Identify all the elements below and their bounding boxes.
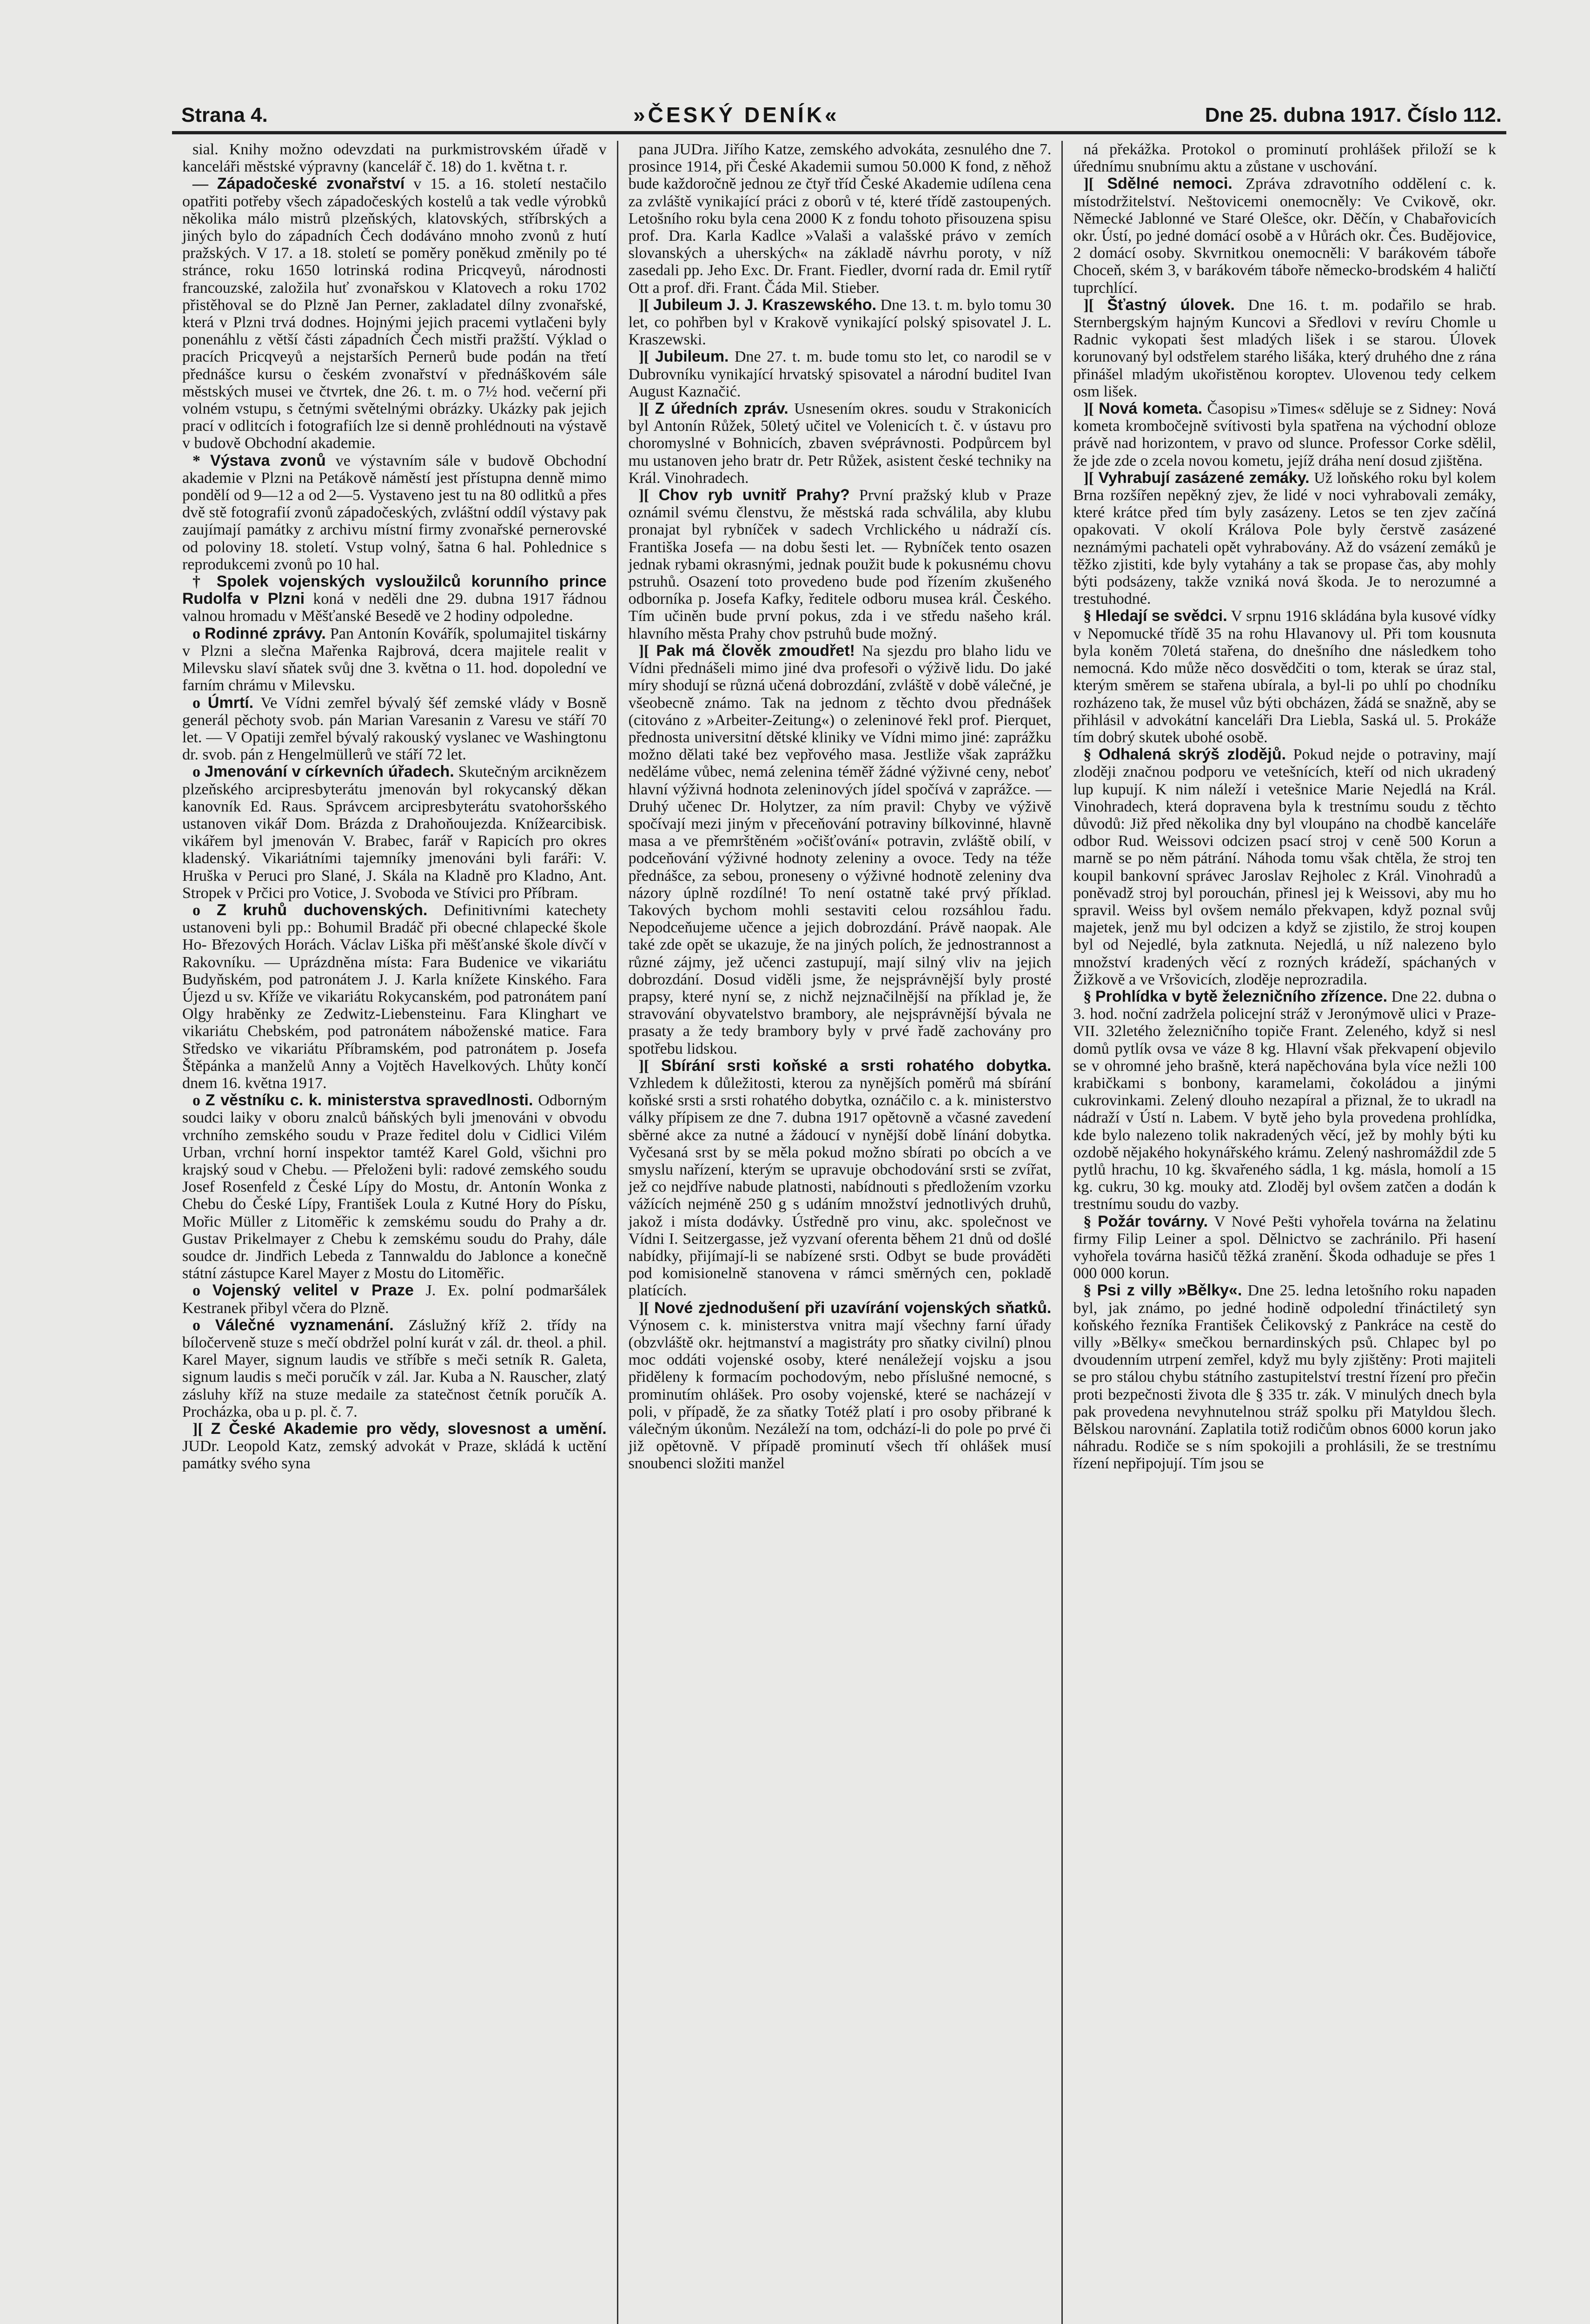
- page-number: Strana 4.: [181, 104, 268, 126]
- column-1: [172, 141, 617, 2324]
- paragraph-marker: ][: [638, 400, 655, 418]
- article-paragraph: [629, 487, 1052, 642]
- paragraph-marker: o: [192, 1316, 215, 1334]
- article-paragraph: [182, 763, 607, 902]
- article-heading: Sdělné nemoci.: [1107, 175, 1232, 193]
- article-heading: Odhalená skrýš zlodějů.: [1098, 746, 1286, 764]
- article-paragraph: [182, 141, 607, 175]
- article-text: Záslužný kříž 2. třídy na bíločerveně stuze s mečí obdržel polní kurát v zál. dr. theol. a phil. Karel Mayer, signum laudis ve stříbře s meči setník R. Galeta, signum laudis s meči poručík v zál. Jar. Kuba a N. Rauscher, zlatý zásluhy kříž na stuze medaile za statečnost četník poručík A. Procházka, oba u p. pl. č. 7.: [182, 1316, 607, 1420]
- paragraph-marker: o: [192, 1282, 212, 1300]
- article-text: Už loňského roku byl kolem Brna rozšířen nepěkný zjev, že lidé v noci vyhrabovali zemáky, které krátce před tím byly zasázeny. Letos se ten zjev začíná opakovati. V okolí Králova Pole byly čerstvě zasázené neznámými pachateli opět vyhrabovány. Až do vsázení zemáků je těžko zjistiti, kde byly vytahány a tak se propase čas, aby mohly býti podsázeny, takže vzniká nová škoda. Je to nerozumné a trestuhodné.: [1073, 469, 1497, 608]
- article-heading: Rodinné zprávy.: [205, 624, 326, 642]
- article-heading: Z věstníku c. k. ministerstva spravedlnosti.: [205, 1091, 533, 1109]
- article-paragraph: [629, 348, 1052, 400]
- masthead-title: »ČESKÝ DENÍK«: [633, 103, 840, 127]
- paragraph-marker: §: [1083, 1282, 1097, 1300]
- article-text: V Nové Pešti vyhořela továrna na želatinu firmy Filip Leiner a spol. Dělnictvo se zachránilo. Při hasení vyhořela továrna hasičů těžká zranění. Škoda odhaduje se přes 1 000 000 korun.: [1073, 1213, 1497, 1282]
- article-text: Výnosem c. k. ministerstva vnitra mají všechny farní úřady (obzvláště okr. hejtmanství a magistráty pro sňatky civilní) plnou moc oddáti vojenské osoby, které nenáležejí vojsku a jsou přiděleny k formacím pochodovým, nebo příslušné nemocné, s prominutím ohlášek. Pro osoby vojenské, které se nacházejí v poli, v případě, že za sňatky Totéž platí i pro osoby přibrané k válečným úkonům. Nezáleží na tom, odchází-li do pole po prvé či již opětovně. V případě prominutí všech tří ohlášek musí snoubenci složiti manžel: [628, 1316, 1052, 1472]
- article-heading: Jmenování v církevních úřadech.: [205, 763, 454, 781]
- article-text: pana JUDra. Jiřího Katze, zemského advokáta, zesnulého dne 7. prosince 1914, při České Akademii sumou 50.000 K fond, z něhož bude každoročně jednou ze čtyř tříd České Akademie udílena cena za zvláště vynikající práci z oborů v té, které třídě zastoupených. Letošního roku byla cena 2000 K z fondu tohoto přisouzena spisu prof. Dra. Karla Kadlce »Valaši a valašské právo v zemích slovanských a uherských« na základě návrhu poroty, v níž zasedali pp. Jeho Exc. Dr. Frant. Fiedler, dvorní rada dr. Emil rytíř Ott a prof. dři. Frant. Čáda Mil. Stieber.: [628, 141, 1052, 297]
- article-paragraph: [182, 902, 607, 1092]
- issue-date: Dne 25. dubna 1917. Číslo 112.: [1205, 104, 1502, 126]
- article-paragraph: [1073, 141, 1496, 175]
- paragraph-marker: ][: [638, 348, 655, 366]
- article-paragraph: [1073, 1213, 1496, 1282]
- article-text: Dne 27. t. m. bude tomu sto let, co narodil se v Dubrovníku vynikající hrvatský spisovatel a národní buditel Ivan August Kaznačić.: [628, 348, 1052, 400]
- paragraph-marker: ][: [638, 487, 659, 504]
- article-paragraph: [182, 1317, 607, 1420]
- article-paragraph: [182, 452, 607, 573]
- paragraph-marker: ][: [638, 1299, 655, 1317]
- article-heading: Z České Akademie pro vědy, slovesnost a umění.: [211, 1420, 607, 1438]
- paragraph-marker: o: [192, 625, 205, 642]
- paragraph-marker: ][: [638, 1057, 661, 1075]
- article-paragraph: [629, 141, 1052, 297]
- article-text: koná v neděli dne 29. dubna 1917 řádnou valnou hromadu v Měšťanské Besedě ve 2 hodiny odpoledne.: [182, 590, 607, 625]
- article-paragraph: [1073, 1282, 1496, 1472]
- article-text: Zpráva zdravotního oddělení c. k. místodržitelství. Neštovicemi onemocněly: Ve Cvikově, okr. Německé Jablonné ve Staré Olešce, okr. Děčín, v Chabařovicích okr. Ústí, po jedné domácí osobě a v Hůrách okr. Čes. Budějovice, 2 domácí osoby. Skvrnitkou onemocněli: V barákovém táboře Choceň, ském 3, v barákovém táboře německo-brodském 4 haličtí tuprchlící.: [1073, 175, 1497, 297]
- article-text: Dne 13. t. m. bylo tomu 30 let, co pohřben byl v Krakově vynikající polský spisovatel J. L. Kraszewski.: [628, 296, 1052, 349]
- article-paragraph: [182, 1092, 607, 1282]
- article-paragraph: [182, 573, 607, 625]
- article-text: sial. Knihy možno odevzdati na purkmistrovském úřadě v kanceláři městské výpravny (kancelář č. 18) do 1. května t. r.: [182, 141, 607, 176]
- article-heading: Nová kometa.: [1099, 400, 1203, 418]
- article-text: Na sjezdu pro blaho lidu ve Vídni přednášeli mimo jiné dva profesoři o výživě lidu. Do jaké míry shodují se různá učená dobrozdání, zvláště v době válečné, je všeobecně známo. Tak na jednom z těchto dvou přednášek (citováno z »Arbeiter-Zeitung«) o zeleninové řekl prof. Pierquet, přednosta universitní dětské kliniky ve Vídni mimo jiné: zaprážku možno dělati také bez vepřového masa. Jestliže však zaprážku neděláme vůbec, nemá zelenina téměř žádné výživné ceny, neboť hlavní výživná hodnota zeleninových jídel spočívá v zaprážce. — Druhý učenec Dr. Holytzer, za ním pravil: Chyby ve výživě spočívají mezi jiným v přeceňování potraviny bílkovinné, hlavně masa a ve přemrštěném »očišťování« potravin, zvláště obilí, v podceňování výživné hodnoty zeleniny a ovoce. Tedy na téže přednášce, za sebou, proneseny o výživné hodnotě zeleniny dva názory úplně rozdílné! To není ostatně také prvý příklad. Takových bychom mohli sestaviti celou rozsáhlou řadu. Nepodceňujeme učence a jejich dobrozdání. Právě naopak. Ale také zde opět se ukazuje, že na jiných polích, že jednostrannost a různé zájmy, jež učenci zastupují, mají silný vliv na jejich dobrozdání. Dosud viděli jsme, že nejsprávnější byly prosté prapsy, které nyní se, z nichž nejznačilnější na příklad je, že stravování obyvatelstvo brambory, ale nejsprávnější bývala ne prasaty a že tedy brambory byly v prvé řadě zachovány pro spotřebu lidskou.: [628, 642, 1052, 1057]
- article-heading: Nové zjednodušení při uzavírání vojenských sňatků.: [654, 1299, 1052, 1317]
- column-3: [1061, 141, 1506, 2324]
- paragraph-marker: *: [192, 452, 211, 469]
- article-paragraph: [1073, 988, 1496, 1213]
- article-heading: Požár továrny.: [1098, 1212, 1208, 1230]
- paragraph-marker: ][: [638, 642, 656, 660]
- article-text: Časopisu »Times« sděluje se z Sidney: Nová kometa krombočejně svítivosti byla spatřena na východní obloze právě nad horizontem, v pravo od slunce. Professor Corke sdělil, že jde zde o zcela novou kometu, jejíž dráha není dosud zjištěna.: [1073, 400, 1497, 469]
- article-paragraph: [182, 694, 607, 764]
- article-heading: Spolek vojenských vysloužilců korunního prince Rudolfa v Plzni: [182, 573, 607, 608]
- article-heading: Chov ryb uvnitř Prahy?: [658, 486, 850, 504]
- page-header: [172, 88, 1506, 134]
- paragraph-marker: o: [192, 763, 205, 781]
- article-text: Pokud nejde o potraviny, mají zloději značnou podporu ve vetešnících, kteří od nich ukradený lup kupují. K nim náleží i vetešnice Marie Nejedlá na Král. Vinohradech, která dopravena byla k trestnímu soudu z těchto důvodů: Již před několika dny byl vloupáno na chodbě kanceláře odbor Rud. Weissovi odcizen psací stroj v ceně 500 Korun a marně se po něm pátrání. Náhoda tomu však chtěla, že stroj ten koupil bankovní správec Jaroslav Rejholec z Král. Vinohradů a poněvadž stroj byl porouchán, přinesl jej k Weissovi, aby mu ho spravil. Weiss byl ovšem nemálo překvapen, když poznal svůj majetek, jenž mu byl odcizen a když se zjistilo, že stroj koupen byl od Nejedlé, byla zatknuta. Nejedlá, u níž nalezeno bylo množství kradených věcí z rozných krádeží, spáchaných v Žižkově a ve Vršovicích, zloděje neprozradila.: [1073, 746, 1497, 988]
- article-heading: Západočeské zvonařství: [217, 175, 405, 193]
- article-heading: Úmrtí.: [207, 693, 254, 712]
- paragraph-marker: §: [1083, 746, 1099, 764]
- paragraph-marker: ][: [638, 296, 653, 314]
- article-paragraph: [1073, 746, 1496, 988]
- paragraph-marker: ][: [1083, 296, 1107, 314]
- column-2: [617, 141, 1062, 2324]
- article-paragraph: [629, 1057, 1052, 1300]
- article-heading: Z úředních zpráv.: [655, 400, 788, 418]
- article-text: Skutečným arciknězem plzeňského arcipresbyterátu jmenován byl rokycanský děkan kanovník Ed. Raus. Správcem arcipresbyterátu svatohoršského ustanoven vikář Dom. Brázda z Drahoňoujezda. Knížearcibisk. vikářem byl jmenován V. Brabec, farář v Rapicích pro okres kladenský. Vikariátními tajemníky jmenováni byli faráři: V. Hruška v Peruci pro Slané, J. Skála na Kladně pro Kladno, Ant. Stropek v Prčici pro Votice, J. Svoboda ve Stívici pro Příbram.: [182, 763, 607, 902]
- article-heading: Jubileum.: [655, 348, 729, 366]
- paragraph-marker: †: [192, 573, 217, 591]
- article-text: ve výstavním sále v budově Obchodní akademie v Plzni na Petákově náměstí jest přístupna denně mimo pondělí od 9—12 a od 2—5. Vystaveno jest tu na 80 odlitků a přes dvě stě fotografií zvonů západočeských, zvláštní oddíl výstavy pak zaujímají památky z archivu místní firmy zvonařské pernerovské od poloviny 18. století. Vstup volný, šatna 6 hal. Pohlednice s reprodukcemi zvonů po 10 hal.: [182, 452, 607, 573]
- paragraph-marker: §: [1083, 1213, 1098, 1230]
- article-text: ná překážka. Protokol o prominutí prohlášek přiloží se k úřednímu snubnímu aktu a zůstane v uschování.: [1073, 141, 1497, 176]
- article-heading: Psi z villy »Bělky«.: [1097, 1281, 1242, 1300]
- article-text: V srpnu 1916 skládána byla kusové vídky v Nepomucké třídě 35 na rohu Hlavanovy ul. Při tom kousnuta byla koněm 70letá stařena, do dnešního dne následkem toho nemocná. Kdo může něco dosvědčiti o tom, kterak se úraz stal, kterým směrem se stařena ubírala, a byl-li po uhlí po chodníku rozházeno tak, že musel vůz býti obcházen, žádá se snažně, aby se přihlásil v advokátní kanceláři Dra Liebla, Saská ul. 5. Prokáže tím dobrý skutek ubohé osobě.: [1073, 607, 1497, 746]
- article-paragraph: [629, 400, 1052, 487]
- paragraph-marker: o: [192, 1092, 205, 1109]
- paragraph-marker: ][: [192, 1420, 211, 1438]
- article-heading: Pak má člověk zmoudřet!: [656, 641, 855, 660]
- paragraph-marker: ][: [1083, 400, 1099, 418]
- paragraph-marker: ][: [1083, 469, 1099, 487]
- article-heading: Prohlídka v bytě železničního zřízence.: [1095, 987, 1388, 1005]
- paragraph-marker: §: [1083, 607, 1095, 625]
- article-paragraph: [1073, 297, 1496, 400]
- article-text: První pražský klub v Praze oznámil svému členstvu, že městská rada schválila, aby klubu pronajat byl rybníček v sadech Vrchlického u nádraží cís. Františka Josefa — na dobu šesti let. — Rybníček tento osazen jednak rybami okrasnými, jednak použit bude k pokusnému chovu pstruhů. Osazení toto provedeno bude pod řízením zkušeného odborníka p. Josefa Kafky, ředitele odboru musea král. Českého. Tím učiněn bude první pokus, zda i ve středu našeho král. hlavního města Prahy chov pstruhů bude možný.: [628, 487, 1052, 642]
- paragraph-marker: o: [192, 901, 217, 919]
- article-heading: Jubileum J. J. Kraszewského.: [653, 296, 877, 314]
- article-heading: Výstava zvonů: [210, 451, 326, 469]
- paragraph-marker: ][: [1083, 175, 1107, 193]
- article-heading: Z kruhů duchovenských.: [216, 901, 428, 919]
- article-heading: Šťastný úlovek.: [1107, 296, 1235, 314]
- article-text: Ve Vídni zemřel bývalý šéf zemské vlády v Bosně generál pěchoty svob. pán Marian Varesanin z Varesu ve stáří 70 let. — V Opatiji zemřel bývalý rakouský vyslanec ve Washingtonu dr. svob. pán z Hengelmüllerů ve stáří 72 let.: [182, 694, 607, 764]
- article-heading: Vojenský velitel v Praze: [212, 1281, 414, 1300]
- article-heading: Hledají se svědci.: [1095, 607, 1227, 625]
- article-text: Dne 16. t. m. podařilo se hrab. Sternbergským hajným Kuncovi a Sředlovi v revíru Chomle u Radnic vykopati šest mladých lišek i se starou. Úlovek korunovaný byl odstřelem starého lišáka, který druhého dne z rána přinášel mladým ukořistěnou koroptev. Ulovenou tedy celkem osm lišek.: [1073, 296, 1497, 400]
- article-paragraph: [1073, 400, 1496, 469]
- article-text: JUDr. Leopold Katz, zemský advokát v Praze, skládá k uctění památky svého syna: [182, 1438, 607, 1472]
- article-paragraph: [182, 175, 607, 452]
- article-paragraph: [1073, 607, 1496, 746]
- article-paragraph: [182, 1420, 607, 1472]
- paragraph-marker: o: [192, 694, 208, 712]
- article-paragraph: [629, 297, 1052, 349]
- article-paragraph: [1073, 175, 1496, 296]
- article-columns: [172, 141, 1506, 2324]
- article-heading: Sbírání srsti koňské a srsti rohatého dobytka.: [661, 1056, 1052, 1075]
- paragraph-marker: §: [1083, 988, 1096, 1005]
- article-paragraph: [1073, 469, 1496, 608]
- article-text: Odborným soudci laiky v oboru znalců báňských byli jmenováni v obvodu vrchního zemského soudu v Praze ředitel dolu v Cidlici Vilém Urban, vrchní horní inspektor tamtéž Karel Gold, všichni pro krajský soud v Chebu. — Přeloženi byli: radové zemského soudu Josef Rosenfeld z České Lípy do Mostu, dr. Antonín Wonka z Chebu do České Lípy, František Loula z Kutné Hory do Písku, Mořic Müller z Litoměřic k zemskému soudu do Prahy a dr. Gustav Prikelmayer z Chebu k zemskému soudu do Prahy, dále soudce dr. Jindřich Lebeda z Tannwaldu do Jablonce a konečně státní zástupce Karel Mayer z Mostu do Litoměřic.: [182, 1092, 607, 1282]
- article-paragraph: [182, 625, 607, 694]
- article-text: Dne 22. dubna o 3. hod. noční zadržela policejní stráž v Jeronýmově ulici v Praze-VII. 32letého železničního topiče Frant. Zeleného, když si nesl domů pytlík ovsa ve váze 8 kg. Hlavní však překvapení objevilo se v ohromné jeho brašně, která napěchována byla více nežli 100 krabičkami s bonbony, karamelami, čokoládou a jinými cukrovinkami. Zelený dlouho nezapíral a přiznal, že to ukradl na nádraží v Ústí n. Labem. V bytě jeho byla provedena prohlídka, kde bylo nalezeno tolik nakradených věcí, jež by mohly býti ku ozdobě nějakého hokynářského krámu. Zelený nashromáždil zde 5 pytlů hrachu, 10 kg. škvařeného sádla, 1 kg. másla, homolí a 15 kg. cukru, 30 kg. mouky atd. Zloděj byl ovšem zatčen a dodán k trestnímu soudu do vazby.: [1073, 988, 1497, 1213]
- article-text: J. Ex. polní podmaršálek Kestranek přibyl včera do Plzně.: [182, 1282, 607, 1317]
- article-text: Dne 25. ledna letošního roku napaden byl, jak známo, po jedné hodině odpolední třináctiletý syn koňského řezníka František Čelikovský z Pankráce na cestě do villy »Bělky« smečkou bernardinských psů. Chlapec byl po dvoudenním utrpení zemřel, když mu byly zjištěny: Proti majiteli se pro stálou chybu státního zastupitelství trestní řízení pro přečin proti bezpečnosti života dle § 335 tr. zák. V minulých dnech byla pak provedena nevyhnutelnou stráž spolku při Matyldou šlech. Bělskou narovnání. Zaplatila totiž rodičům obnos 6000 korun jako náhradu. Rodiče se s ním spokojili a prohlásili, že se trestnímu řízení nepřipojují. Tím jsou se: [1073, 1282, 1497, 1472]
- article-text: Usnesením okres. soudu v Strakonicích byl Antonín Růžek, 50letý učitel ve Volenicích t. č. v ústavu pro choromyslné v Bohnicích, zbaven svéprávnosti. Podpůrcem byl mu ustanoven jeho bratr dr. Petr Růžek, asistent české techniky na Král. Vinohradech.: [628, 400, 1052, 487]
- article-text: Vzhledem k důležitosti, kterou za nynějších poměrů má sbírání koňské srsti a srsti rohatého dobytka, oznáčilo c. a k. ministerstvo války přípisem ze dne 7. dubna 1917 opětovně a včasné zavedení sběrné akce za nutné a žádoucí v nynější době línání dobytka. Vyčesaná srst by se měla pokud možno sbírati po obcích a ve smyslu nařízení, kterým se upravuje obchodování srsti se zvířat, jež co nejdříve nabude platnosti, nabídnouti s předložením vzorku vážících nejméně 250 g s udáním množství jednotlivých druhů, jakož i místa dodávky. Ústředně pro vinu, akc. společnost ve Vídni I. Seitzergasse, jež vyzvaní oferenta během 21 dnů od došlé nabídky, přijímají-li se nabízené srsti. Odbyt se bude prováděti pod komisionelně stanovena v rámci směrných cen, pokladě platících.: [628, 1074, 1052, 1300]
- article-paragraph: [629, 642, 1052, 1057]
- article-text: Pan Antonín Kovářík, spolumajitel tiskárny v Plzni a slečna Mařenka Rajbrová, dcera majitele realit v Milevsku slaví sňatek svůj dne 3. května o 11. hod. dopolední ve farním chrámu v Milevsku.: [182, 625, 607, 694]
- article-heading: Válečné vyznamenání.: [215, 1316, 394, 1334]
- article-paragraph: [182, 1282, 607, 1316]
- article-paragraph: [629, 1300, 1052, 1472]
- article-heading: Vyhrabují zasázené zemáky.: [1098, 469, 1310, 487]
- article-text: v 15. a 16. století nestačilo opatřiti potřeby všech západočeských kostelů a tak vedle výrobků několika málo mistrů plzeňských, klatovských, stříbrských a jiných bylo do západních Čech dodáváno mnoho zvonů z hutí pražských. V 17. a 18. století se poměry poněkud změnily po té stránce, roku 1650 lotrinská rodina Pricqveyů, národnosti francouzské, založila huť zvonařskou v Klatovech a roku 1702 přistěhoval se do Plzně Jan Perner, zakladatel dílny zvonařské, která v Plzni trvá dodnes. Hojnými jejich pracemi vytlačeni byly ponenáhlu z větší části západních Čech mistři pražští. Výklad o pracích Pricqveyů a nejstarších Pernerů bude podán na třetí přednášce kursu o českém zvonařství v přednáškovém sále městských musei ve čtvrtek, dne 26. t. m. o 7½ hod. večerní při volném vstupu, s četnými světelnými obrázky. Ukázky pak jejich prací v odlitcích i fotografiích lze si denně prohlédnouti na výstavě v budově Obchodní akademie.: [182, 175, 607, 452]
- paragraph-marker: —: [192, 175, 217, 193]
- article-text: Definitivními katechety ustanoveni byli pp.: Bohumil Bradáč při obecné chlapecké škole Ho- Březových Horách. Václav Liška při měšťanské škole dívčí v Rakovníku. — Uprázdněna místa: Fara Budenice ve vikariátu Budyňském, pod patronátem J. J. Karla knížete Kinského. Fara Újezd u sv. Kříže ve vikariátu Rokycanském, pod patronátem paní Olgy hraběnky ze Zedwitz-Liebensteinu. Fara Klinghart ve vikariátu Chebském, pod patronátem náboženské matice. Fara Středsko ve vikariátu Příbramském, pod patronátem p. Josefa Štěpánka a manželů Anny a Vojtěch Havelkových. Lhůty končí dnem 16. května 1917.: [182, 901, 607, 1092]
